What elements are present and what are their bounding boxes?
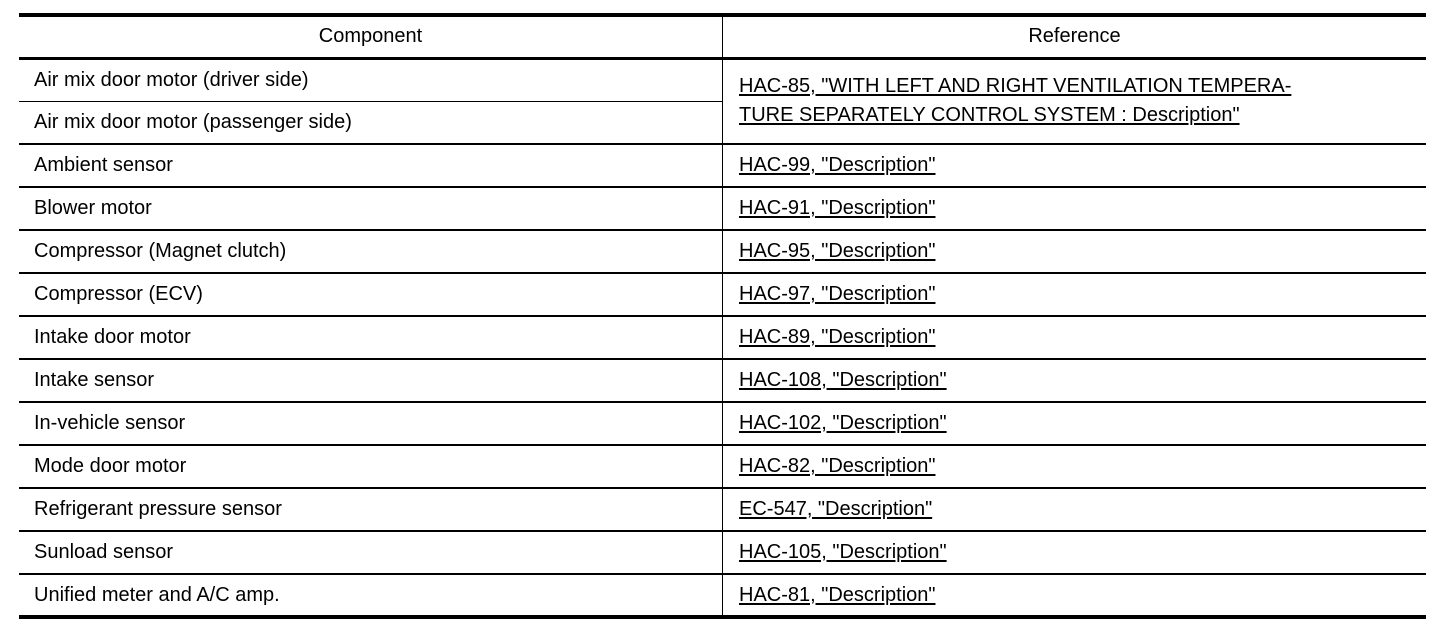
reference-link[interactable]: HAC-102, "Description" (739, 412, 947, 434)
reference-link[interactable]: HAC-91, "Description" (739, 197, 936, 219)
reference-cell (723, 488, 1427, 531)
component-cell: Unified meter and A/C amp. (19, 574, 723, 617)
component-cell: Ambient sensor (19, 144, 723, 187)
reference-link[interactable]: HAC-95, "Description" (739, 240, 936, 262)
reference-cell (723, 187, 1427, 230)
component-cell: Air mix door motor (passenger side) (19, 101, 723, 144)
reference-link[interactable]: HAC-99, "Description" (739, 154, 936, 176)
component-cell: Sunload sensor (19, 531, 723, 574)
reference-link[interactable]: HAC-108, "Description" (739, 369, 947, 391)
reference-cell (723, 144, 1427, 187)
table-header-row (19, 15, 1426, 58)
reference-cell (723, 531, 1427, 574)
reference-cell (723, 445, 1427, 488)
reference-cell (723, 402, 1427, 445)
table-row (19, 402, 1426, 445)
table-row (19, 445, 1426, 488)
reference-link[interactable]: HAC-81, "Description" (739, 583, 936, 606)
reference-link-line-1: HAC-85, "WITH LEFT AND RIGHT VENTILATION TEMPERA- (739, 74, 1292, 97)
table-row (19, 531, 1426, 574)
reference-link-line-2: TURE SEPARATELY CONTROL SYSTEM : Description" (739, 103, 1240, 126)
reference-link[interactable]: HAC-105, "Description" (739, 541, 947, 563)
component-cell: Air mix door motor (driver side) (19, 58, 723, 101)
table-row (19, 488, 1426, 531)
reference-link[interactable]: HAC-97, "Description" (739, 283, 936, 305)
reference-cell (723, 359, 1427, 402)
reference-link[interactable]: EC-547, "Description" (739, 498, 933, 520)
component-cell: In-vehicle sensor (19, 402, 723, 445)
component-cell: Refrigerant pressure sensor (19, 488, 723, 531)
reference-cell (723, 316, 1427, 359)
table-row (19, 359, 1426, 402)
reference-link[interactable]: HAC-82, "Description" (739, 455, 936, 477)
component-cell: Compressor (Magnet clutch) (19, 230, 723, 273)
component-cell: Intake door motor (19, 316, 723, 359)
table-row (19, 230, 1426, 273)
component-cell: Blower motor (19, 187, 723, 230)
reference-cell (723, 58, 1427, 144)
table-row (19, 574, 1426, 617)
reference-link[interactable]: HAC-89, "Description" (739, 326, 936, 348)
reference-cell (723, 230, 1427, 273)
reference-cell (723, 273, 1427, 316)
reference-table (19, 13, 1426, 619)
column-header-reference: Reference (723, 15, 1427, 58)
component-cell: Intake sensor (19, 359, 723, 402)
table-row (19, 273, 1426, 316)
table-row (19, 187, 1426, 230)
reference-cell (723, 574, 1427, 617)
component-cell: Mode door motor (19, 445, 723, 488)
table-row (19, 144, 1426, 187)
reference-link[interactable] (739, 75, 1291, 126)
table-row (19, 316, 1426, 359)
component-cell: Compressor (ECV) (19, 273, 723, 316)
column-header-component: Component (19, 15, 723, 58)
table-row (19, 58, 1426, 101)
